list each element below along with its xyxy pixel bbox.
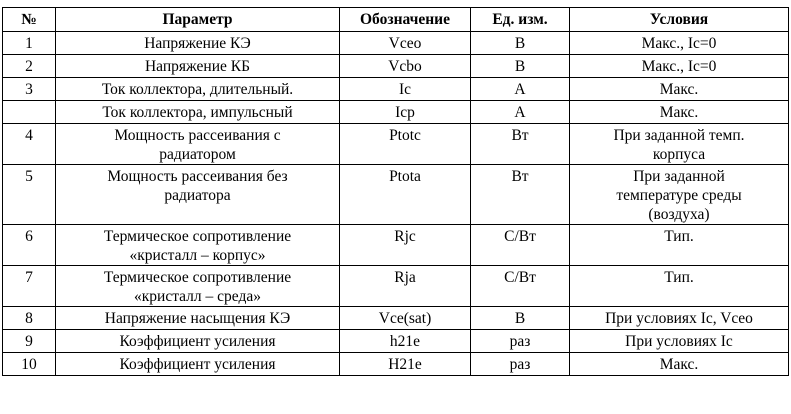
cell-conditions-text: При условиях Ic, Vceo xyxy=(605,310,753,327)
cell-conditions xyxy=(570,32,789,55)
cell-parameter-text: Ток коллектора, импульсный xyxy=(102,104,293,121)
cell-num-text: 9 xyxy=(25,333,33,350)
cell-symbol xyxy=(340,353,471,376)
cell-num xyxy=(3,266,56,307)
cell-num xyxy=(3,330,56,353)
cell-parameter-text: Коэффициент усиления xyxy=(119,333,276,350)
table-body xyxy=(3,32,789,376)
cell-parameter xyxy=(56,353,340,376)
cell-num xyxy=(3,55,56,78)
cell-conditions xyxy=(570,78,789,101)
cell-conditions xyxy=(570,101,789,124)
cell-symbol-text: Icp xyxy=(395,104,415,121)
cell-symbol-text: Vcbo xyxy=(388,58,422,75)
cell-conditions-text: При условиях Ic xyxy=(625,333,733,350)
cell-num xyxy=(3,101,56,124)
cell-parameter-text: Ток коллектора, длительный. xyxy=(101,81,294,98)
table-row xyxy=(3,353,789,376)
cell-unit xyxy=(471,307,570,330)
cell-unit-text: раз xyxy=(509,333,531,350)
header-num: № xyxy=(3,8,56,32)
cell-conditions xyxy=(570,225,789,266)
cell-unit xyxy=(471,353,570,376)
cell-unit-text: А xyxy=(514,104,526,121)
cell-conditions-text: Макс., Ic=0 xyxy=(641,58,717,75)
cell-parameter-text: Термическое сопротивление «кристалл – среда» xyxy=(103,269,292,305)
cell-parameter xyxy=(56,225,340,266)
header-unit: Ед. изм. xyxy=(471,8,570,32)
cell-num xyxy=(3,353,56,376)
cell-unit-text: А xyxy=(514,81,526,98)
table-row xyxy=(3,165,789,225)
cell-parameter-text: Напряжение КЭ xyxy=(144,35,251,52)
cell-num xyxy=(3,124,56,165)
cell-unit-text: В xyxy=(514,58,526,75)
cell-num-text: 10 xyxy=(21,356,37,373)
cell-conditions-text: Макс., Ic=0 xyxy=(641,35,717,52)
cell-num xyxy=(3,225,56,266)
cell-conditions-text: Макс. xyxy=(659,104,699,121)
header-parameter: Параметр xyxy=(56,8,340,32)
cell-num-text: 8 xyxy=(25,310,33,327)
table-row xyxy=(3,32,789,55)
cell-conditions-text: При заданной температуре среды (воздуха) xyxy=(616,168,742,223)
cell-num xyxy=(3,165,56,225)
cell-parameter-text: Мощность рассеивания с радиатором xyxy=(114,127,281,163)
cell-conditions-text: Макс. xyxy=(659,81,699,98)
table-row xyxy=(3,330,789,353)
cell-unit-text: Вт xyxy=(511,168,529,185)
cell-symbol-text: Vceo xyxy=(388,35,422,52)
cell-unit xyxy=(471,55,570,78)
cell-parameter xyxy=(56,165,340,225)
table-row xyxy=(3,101,789,124)
cell-conditions-text: Макс. xyxy=(659,356,699,373)
cell-unit xyxy=(471,101,570,124)
cell-num-text: 1 xyxy=(25,35,33,52)
table-row xyxy=(3,124,789,165)
cell-unit-text: В xyxy=(514,310,526,327)
cell-symbol-text: h21e xyxy=(389,333,421,350)
cell-symbol-text: Ic xyxy=(398,81,412,98)
cell-num-text: 7 xyxy=(25,269,33,286)
cell-num-text: 2 xyxy=(25,58,33,75)
cell-num xyxy=(3,32,56,55)
cell-parameter-text: Напряжение насыщения КЭ xyxy=(104,310,291,327)
cell-num xyxy=(3,78,56,101)
cell-symbol xyxy=(340,124,471,165)
cell-num-text: 4 xyxy=(25,127,33,144)
header-symbol: Обозначение xyxy=(340,8,471,32)
table-row xyxy=(3,307,789,330)
cell-conditions-text: При заданной темп. корпуса xyxy=(613,127,745,163)
cell-parameter xyxy=(56,124,340,165)
cell-parameter xyxy=(56,266,340,307)
header-conditions: Условия xyxy=(570,8,789,32)
cell-symbol-text: Vce(sat) xyxy=(378,310,432,327)
cell-symbol xyxy=(340,55,471,78)
cell-conditions-text: Тип. xyxy=(664,228,694,245)
cell-symbol xyxy=(340,32,471,55)
cell-unit xyxy=(471,165,570,225)
cell-symbol-text: H21e xyxy=(388,356,422,373)
cell-unit-text: раз xyxy=(509,356,531,373)
cell-parameter-text: Мощность рассеивания без радиатора xyxy=(107,168,288,204)
cell-conditions xyxy=(570,330,789,353)
table-row xyxy=(3,266,789,307)
cell-symbol xyxy=(340,266,471,307)
cell-unit xyxy=(471,225,570,266)
cell-conditions xyxy=(570,353,789,376)
cell-symbol-text: Ptota xyxy=(389,168,421,185)
cell-symbol xyxy=(340,78,471,101)
cell-unit xyxy=(471,330,570,353)
table-row xyxy=(3,225,789,266)
cell-parameter xyxy=(56,55,340,78)
parameters-table xyxy=(2,7,789,376)
cell-unit xyxy=(471,32,570,55)
cell-conditions xyxy=(570,124,789,165)
cell-parameter xyxy=(56,78,340,101)
cell-parameter xyxy=(56,330,340,353)
table-row xyxy=(3,78,789,101)
cell-conditions xyxy=(570,307,789,330)
cell-unit-text: В xyxy=(514,35,526,52)
cell-unit-text: С/Вт xyxy=(504,228,536,245)
cell-parameter-text: Коэффициент усиления xyxy=(119,356,276,373)
cell-conditions xyxy=(570,266,789,307)
table-row xyxy=(3,55,789,78)
cell-symbol xyxy=(340,225,471,266)
cell-parameter-text: Напряжение КБ xyxy=(144,58,250,75)
cell-parameter-text: Термическое сопротивление «кристалл – корпус» xyxy=(103,228,292,264)
cell-conditions xyxy=(570,55,789,78)
cell-symbol xyxy=(340,307,471,330)
cell-unit xyxy=(471,78,570,101)
cell-unit-text: С/Вт xyxy=(504,269,536,286)
cell-num xyxy=(3,307,56,330)
cell-symbol xyxy=(340,330,471,353)
cell-unit xyxy=(471,266,570,307)
cell-parameter xyxy=(56,307,340,330)
cell-conditions xyxy=(570,165,789,225)
table-header-row xyxy=(3,8,789,32)
cell-unit-text: Вт xyxy=(511,127,529,144)
cell-symbol xyxy=(340,101,471,124)
cell-symbol-text: Rjc xyxy=(394,228,416,245)
cell-num-text: 6 xyxy=(25,228,33,245)
cell-symbol xyxy=(340,165,471,225)
cell-parameter xyxy=(56,101,340,124)
cell-conditions-text: Тип. xyxy=(664,269,694,286)
cell-symbol-text: Ptotc xyxy=(389,127,421,144)
cell-symbol-text: Rja xyxy=(394,269,416,286)
cell-unit xyxy=(471,124,570,165)
cell-parameter xyxy=(56,32,340,55)
cell-num-text: 5 xyxy=(25,168,33,185)
cell-num-text: 3 xyxy=(25,81,33,98)
